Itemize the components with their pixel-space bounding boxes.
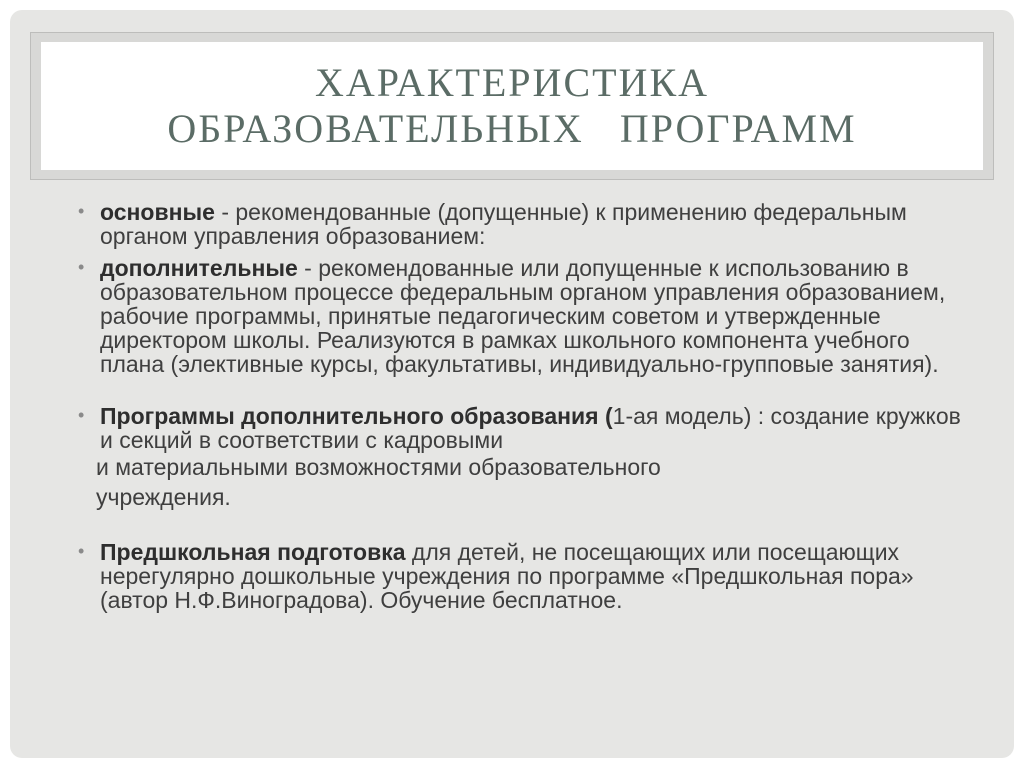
title-line-1: ХАРАКТЕРИСТИКА <box>314 60 710 105</box>
list-item-osnovnye <box>76 200 976 248</box>
bullet-icon: • <box>78 541 85 561</box>
item-keyword: основные <box>100 199 215 225</box>
list-item-dop-obrazovanie <box>76 404 976 452</box>
continuation-line-1: и материальными возможностями образовательного <box>96 454 661 480</box>
item-text: для детей, не посещающих или посещающих нерегулярно дошкольные учреждения по программе «Предшкольная пора» (автор Н.Ф.Виноградова). Обучение бесплатное. <box>100 539 914 613</box>
bullet-icon: • <box>78 405 85 425</box>
bullet-icon: • <box>78 257 85 277</box>
item-text: 1-ая модель) : создание кружков и секций в соответствии с кадровыми <box>100 403 961 453</box>
title-box <box>41 42 983 170</box>
continuation-line-2: учреждения. <box>96 484 231 510</box>
slide <box>10 10 1014 758</box>
bullet-icon: • <box>78 201 85 221</box>
item-keyword: дополнительные <box>100 255 298 281</box>
list-item-predshkolnaya <box>76 540 976 612</box>
item-text: - рекомендованные (допущенные) к применению федеральным органом управления образованием: <box>100 199 907 249</box>
item-text: - рекомендованные или допущенные к использованию в образовательном процессе федеральным органом управления образованием, рабочие программы, принятые педагогическим советом и утвержденные директором школы. Реализуются в рамках школьного компонента учебного плана (элективные курсы, факультативы, индивидуально-групповые занятия). <box>100 255 946 377</box>
content-list <box>76 200 976 612</box>
title-frame <box>30 32 994 180</box>
item-keyword: Программы дополнительного образования ( <box>100 403 613 429</box>
list-item-dopolnitelnye <box>76 256 976 376</box>
title-line-2: ОБРАЗОВАТЕЛЬНЫХ ПРОГРАММ <box>167 106 857 151</box>
item-keyword: Предшкольная подготовка <box>100 539 406 565</box>
